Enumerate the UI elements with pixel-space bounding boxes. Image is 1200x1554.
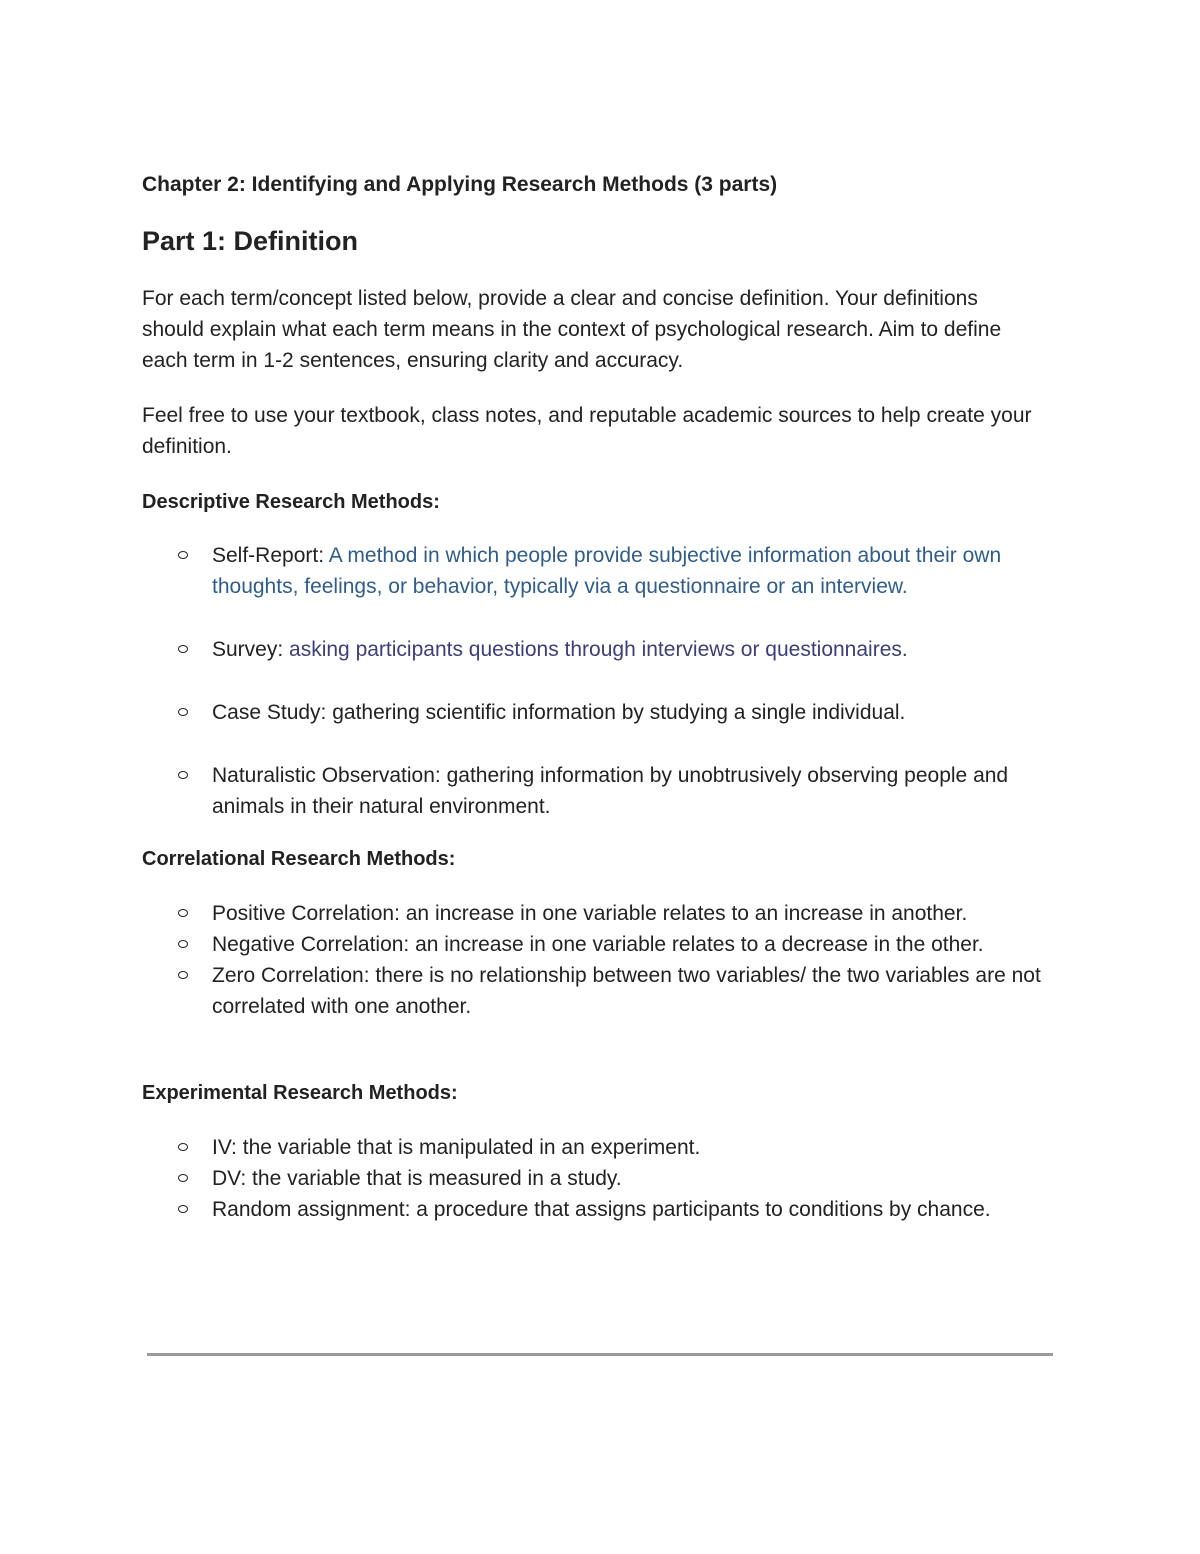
- term-label: Survey:: [212, 638, 290, 661]
- part-title: Part 1: Definition: [142, 226, 359, 256]
- term-text: Case Study: gathering scientific information by studying a single individual.: [212, 701, 906, 724]
- list-item-iv: [142, 1132, 1072, 1163]
- descriptive-list: [142, 540, 1072, 822]
- list-item-self-report: [142, 540, 1072, 602]
- hollow-bullet-icon: [178, 909, 188, 917]
- hollow-bullet-icon: [178, 940, 188, 948]
- list-item-random-assignment: [142, 1194, 1072, 1225]
- chapter-title: Chapter 2: Identifying and Applying Research Methods (3 parts): [142, 173, 778, 196]
- hollow-bullet-icon: [178, 1205, 188, 1213]
- term-definition: A method in which people provide subjective information about their own thoughts, feelings, or behavior, typically via a questionnaire or an interview.: [212, 544, 1002, 598]
- hollow-bullet-icon: [178, 771, 188, 779]
- correlational-heading: Correlational Research Methods:: [142, 848, 456, 870]
- hollow-bullet-icon: [178, 708, 188, 716]
- term-label: Self-Report:: [212, 544, 329, 567]
- list-item-case-study: [142, 697, 1072, 728]
- correlational-list: [142, 898, 1072, 1022]
- term-text: DV: the variable that is measured in a study.: [212, 1167, 622, 1190]
- horizontal-divider: [147, 1353, 1053, 1356]
- term-text: Random assignment: a procedure that assigns participants to conditions by chance.: [212, 1198, 991, 1221]
- hollow-bullet-icon: [178, 645, 188, 653]
- intro-paragraph-1: For each term/concept listed below, provide a clear and concise definition. Your definitions should explain what each term means in the context of psychological research. Aim to define each term in 1-2 sentences, ensuring clarity and accuracy.: [142, 287, 1002, 372]
- hollow-bullet-icon: [178, 1174, 188, 1182]
- term-text: Negative Correlation: an increase in one variable relates to a decrease in the other.: [212, 933, 984, 956]
- hollow-bullet-icon: [178, 1143, 188, 1151]
- list-item-negative-correlation: [142, 929, 1072, 960]
- term-text: Naturalistic Observation: gathering information by unobtrusively observing people and animals in their natural environment.: [212, 764, 1009, 818]
- hollow-bullet-icon: [178, 971, 188, 979]
- list-item-survey: [142, 634, 1072, 665]
- experimental-list: [142, 1132, 1072, 1225]
- term-text: Zero Correlation: there is no relationship between two variables/ the two variables are not correlated with one another.: [212, 964, 1041, 1018]
- list-item-naturalistic-observation: [142, 760, 1072, 822]
- term-text: Positive Correlation: an increase in one variable relates to an increase in another.: [212, 902, 968, 925]
- term-definition: asking participants questions through interviews or questionnaires.: [289, 638, 908, 661]
- list-item-positive-correlation: [142, 898, 1072, 929]
- intro-paragraph-2: Feel free to use your textbook, class notes, and reputable academic sources to help create your definition.: [142, 404, 1032, 458]
- term-text: IV: the variable that is manipulated in an experiment.: [212, 1136, 701, 1159]
- experimental-heading: Experimental Research Methods:: [142, 1082, 458, 1104]
- descriptive-heading: Descriptive Research Methods:: [142, 491, 440, 513]
- list-item-zero-correlation: [142, 960, 1072, 1022]
- list-item-dv: [142, 1163, 1072, 1194]
- hollow-bullet-icon: [178, 551, 188, 559]
